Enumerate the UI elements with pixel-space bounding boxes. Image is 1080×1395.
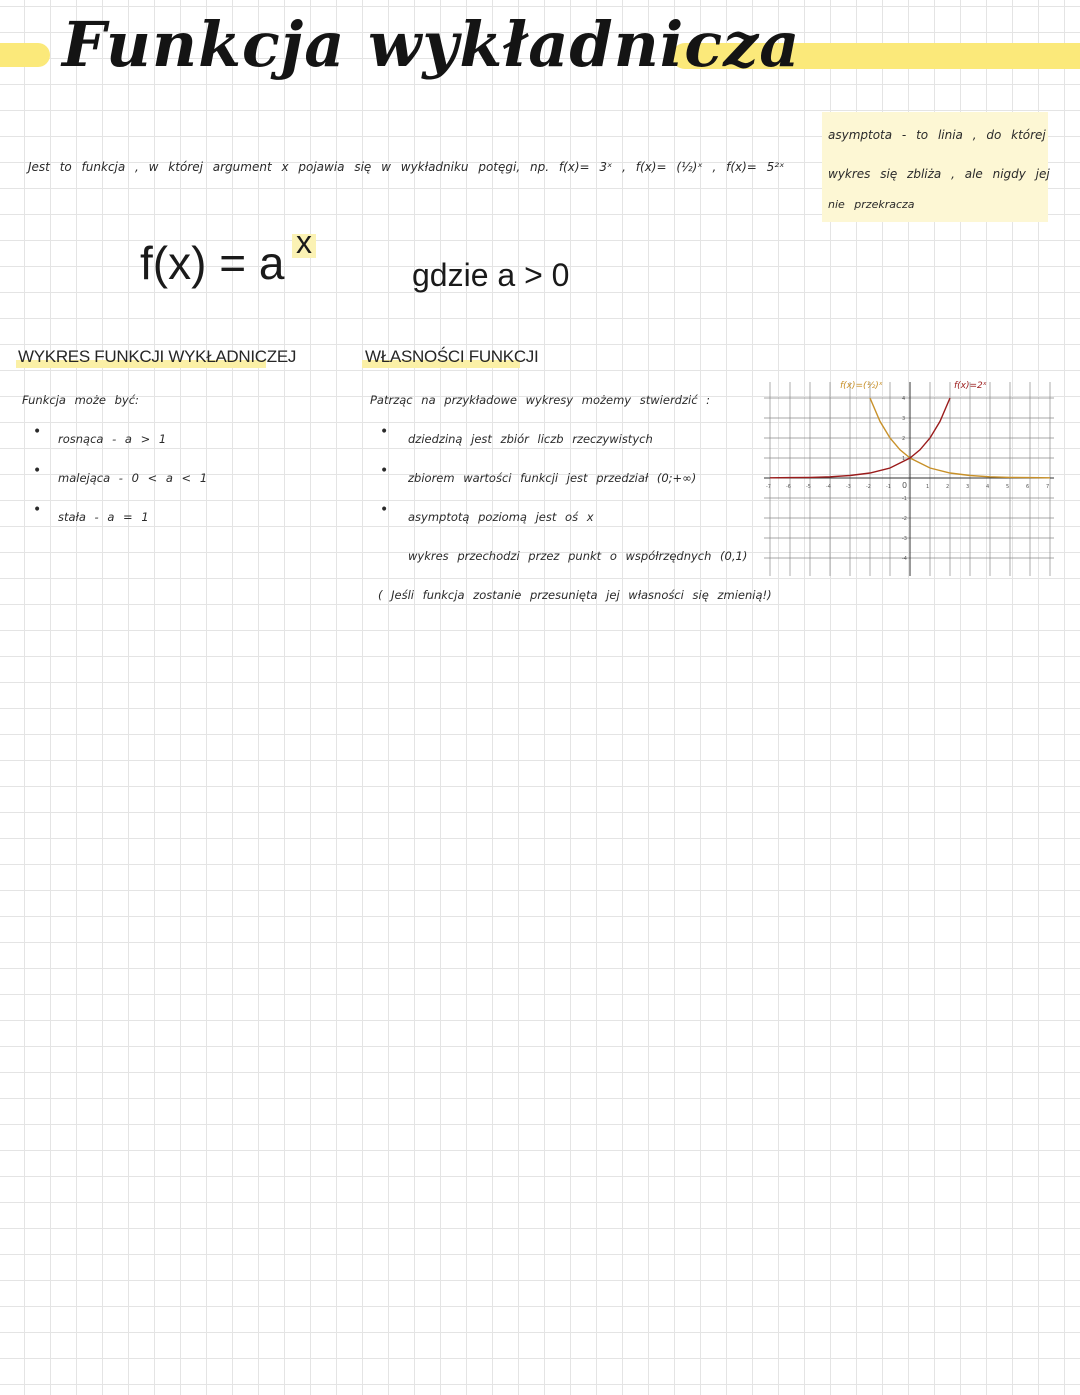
props-section-heading: WŁASNOŚCI FUNKCJI <box>365 347 539 366</box>
list-item: stała - a = 1 <box>58 510 149 524</box>
x-tick-label: 4 <box>986 484 990 490</box>
asymptote-note <box>822 112 1048 222</box>
list-item: malejąca - 0 < a < 1 <box>58 471 208 485</box>
x-tick-label: 3 <box>966 484 970 490</box>
chart-labels <box>840 381 987 391</box>
list-item: rosnąca - a > 1 <box>58 432 167 446</box>
chart-ticks <box>766 396 1049 562</box>
graph-section-heading: WYKRES FUNKCJI WYKŁADNICZEJ <box>18 347 297 366</box>
series-label: f(x)=2ˣ <box>954 381 987 391</box>
formula-condition: gdzie a > 0 <box>412 257 570 293</box>
graph-intro: Funkcja może być: <box>22 393 139 407</box>
x-tick-label: 1 <box>926 484 930 490</box>
chart-grid <box>764 382 1054 576</box>
x-tick-label: -6 <box>786 484 791 490</box>
y-tick-label: 1 <box>902 456 906 462</box>
bullet: • <box>380 502 389 518</box>
x-tick-label: 6 <box>1026 484 1030 490</box>
x-tick-label: -3 <box>846 484 851 490</box>
note-line-1: asymptota - to linia , do której <box>828 128 1046 142</box>
series-label: f(x)=(½)ˣ <box>840 381 883 391</box>
x-tick-label: -4 <box>826 484 831 490</box>
bullet: • <box>380 463 389 479</box>
exponential-chart <box>760 360 1060 580</box>
note-line-2: wykres się zbliża , ale nigdy jej <box>828 167 1050 181</box>
bullet: • <box>33 463 42 479</box>
y-tick-label: -2 <box>902 516 907 522</box>
x-tick-label: 0 <box>902 481 908 490</box>
x-tick-label: -7 <box>766 484 771 490</box>
formula <box>140 224 312 290</box>
chart-axes <box>764 382 1054 576</box>
y-tick-label: 2 <box>902 436 906 442</box>
list-item: zbiorem wartości funkcji jest przedział (0;+∞) <box>408 471 697 485</box>
list-item: dziedziną jest zbiór liczb rzeczywistych <box>408 432 653 446</box>
x-tick-label: 5 <box>1006 484 1010 490</box>
x-tick-label: -5 <box>806 484 811 490</box>
bullet: • <box>33 502 42 518</box>
y-tick-label: -1 <box>902 496 907 502</box>
intro-text: Jest to funkcja , w której argument x pojawia się w wykładniku potęgi, np. f(x)= 3ˣ , f(x)= (½)ˣ , f(x)= 5²ˣ <box>28 160 785 174</box>
page-title: Funkcja wykładnicza <box>62 8 801 81</box>
bullet: • <box>33 424 42 440</box>
list-item: wykres przechodzi przez punkt o współrzędnych (0,1) <box>408 549 748 563</box>
formula-exponent: x <box>296 224 312 260</box>
title-highlight-left <box>0 43 50 67</box>
x-tick-label: -1 <box>886 484 891 490</box>
y-tick-label: 3 <box>902 416 906 422</box>
y-tick-label: 4 <box>902 396 906 402</box>
list-item: asymptotą poziomą jest oś x <box>408 510 594 524</box>
y-tick-label: -4 <box>902 556 907 562</box>
props-remark: ( Jeśli funkcja zostanie przesunięta jej własności się zmienią!) <box>378 588 772 602</box>
note-line-3: nie przekracza <box>828 198 915 211</box>
props-intro: Patrząc na przykładowe wykresy możemy stwierdzić : <box>370 393 711 407</box>
bullet: • <box>380 424 389 440</box>
formula-main: f(x) = a <box>140 237 285 289</box>
x-tick-label: 7 <box>1046 484 1050 490</box>
x-tick-label: -2 <box>866 484 871 490</box>
x-tick-label: 2 <box>946 484 950 490</box>
y-tick-label: -3 <box>902 536 907 542</box>
